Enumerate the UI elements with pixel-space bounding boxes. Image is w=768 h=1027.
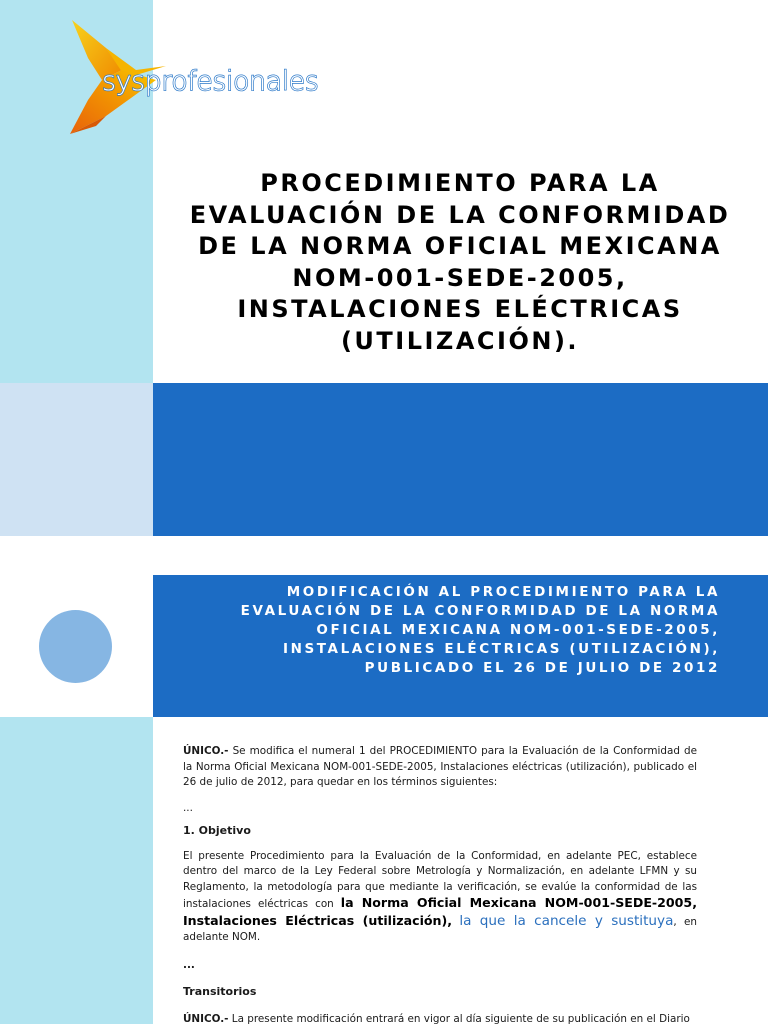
sidebar-middle-panel bbox=[0, 383, 153, 536]
decorative-circle bbox=[39, 610, 112, 683]
logo-wordmark: sysprofesionales bbox=[102, 66, 318, 97]
document-body bbox=[183, 744, 697, 1027]
objetivo-paragraph bbox=[183, 849, 697, 946]
transitorio-paragraph bbox=[183, 1012, 697, 1027]
transitorios-heading: Transitorios bbox=[183, 984, 697, 1000]
subtitle: MODIFICACIÓN AL PROCEDIMIENTO PARA LA EVALUACIÓN DE LA CONFORMIDAD DE LA NORMA OFICIAL MEXICANA NOM-001-SEDE-2005, INSTALACIONES ELÉCTRICAS (UTILIZACIÓN), PUBLICADO EL 26 DE JULIO DE 2012 bbox=[185, 583, 720, 678]
transitorio-label: ÚNICO.- bbox=[183, 1013, 229, 1025]
blue-band bbox=[153, 383, 768, 536]
bold-ellipsis: ... bbox=[183, 958, 697, 972]
page-title: PROCEDIMIENTO PARA LA EVALUACIÓN DE LA CONFORMIDAD DE LA NORMA OFICIAL MEXICANA NOM-001-SEDE-2005, INSTALACIONES ELÉCTRICAS (UTILIZACIÓN). bbox=[180, 168, 740, 357]
sidebar-bottom-panel bbox=[0, 717, 153, 1024]
logo bbox=[66, 18, 366, 138]
objetivo-heading: 1. Objetivo bbox=[183, 823, 697, 839]
unico-text: Se modifica el numeral 1 del PROCEDIMIENTO para la Evaluación de la Conformidad de la Norma Oficial Mexicana NOM-001-SEDE-2005, Instalaciones eléctricas (utilización), publicado el 26 de julio de 2012, para quedar en los términos siguientes: bbox=[183, 745, 697, 788]
objetivo-blue-text: la que la cancele y sustituya bbox=[459, 913, 673, 929]
unico-paragraph bbox=[183, 744, 697, 791]
transitorio-text: La presente modificación entrará en vigor al día siguiente de su publicación en el Diario bbox=[229, 1013, 690, 1025]
objetivo-text: El presente Procedimiento para la Evaluación de la Conformidad, en adelante PEC, establece dentro del marco de la Ley Federal sobre Metrología y Normalización, en adelante LFMN y su Reglamento, la metodología para que mediante la verificación, se evalúe la conformidad de las instalaciones eléctricas con bbox=[183, 850, 697, 911]
ellipsis: ... bbox=[183, 801, 697, 815]
objetivo-end: , en adelante NOM. bbox=[183, 916, 697, 944]
objetivo-emphasis: la Norma Oficial Mexicana NOM-001-SEDE-2005, Instalaciones Eléctricas (utilización), bbox=[183, 895, 697, 928]
unico-label: ÚNICO.- bbox=[183, 745, 229, 757]
